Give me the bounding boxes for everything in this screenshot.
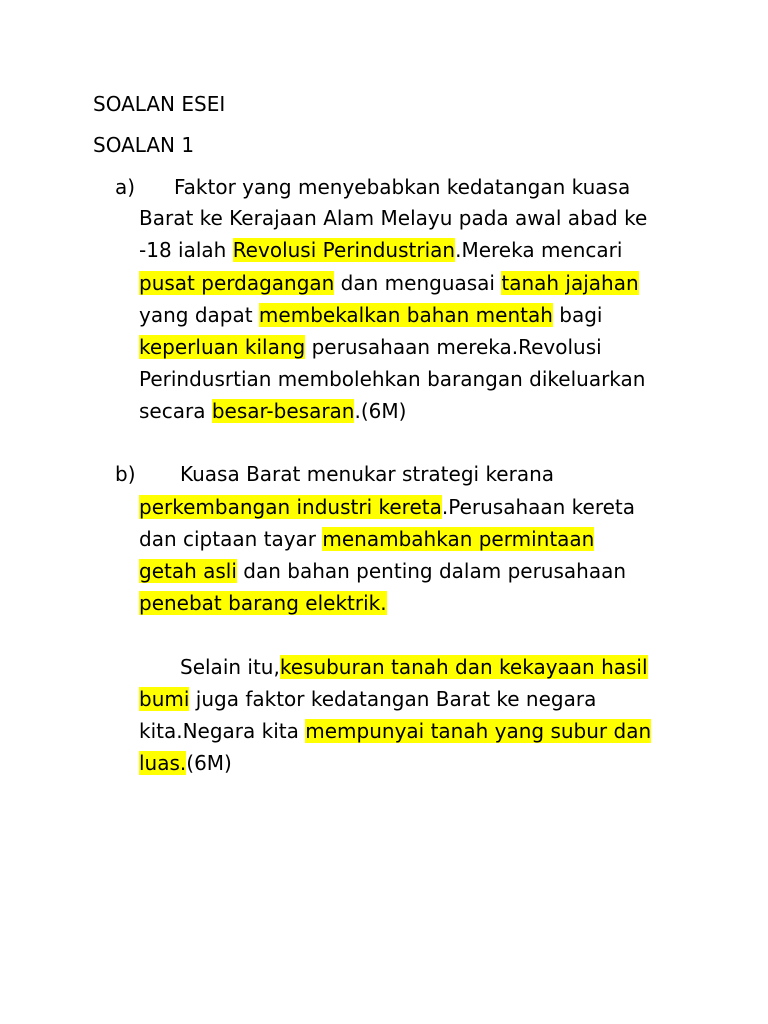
answer-a-line bbox=[139, 270, 639, 296]
answer-b2-line bbox=[139, 718, 651, 744]
answer-a-line bbox=[174, 174, 630, 200]
highlighted-text: membekalkan bahan mentah bbox=[258, 303, 553, 327]
text-segment: -18 ialah bbox=[139, 238, 233, 262]
text-segment: .(6M) bbox=[354, 399, 407, 423]
text-segment: secara bbox=[139, 399, 212, 423]
text-segment: yang dapat bbox=[139, 303, 259, 327]
answer-b-line bbox=[139, 558, 626, 584]
text-segment: .Mereka mencari bbox=[455, 238, 623, 262]
text-segment: Perindusrtian membolehkan barangan dikeluarkan bbox=[139, 367, 646, 391]
text-segment: Kuasa Barat menukar strategi kerana bbox=[180, 462, 555, 486]
text-segment: juga faktor kedatangan Barat ke negara bbox=[189, 687, 597, 711]
answer-a-line bbox=[139, 302, 602, 328]
text-segment: perusahaan mereka.Revolusi bbox=[305, 335, 602, 359]
highlighted-text: perkembangan industri kereta bbox=[139, 495, 442, 519]
heading-soalan-1: SOALAN 1 bbox=[93, 133, 195, 157]
highlighted-text: menambahkan permintaan bbox=[322, 527, 595, 551]
highlighted-text: tanah jajahan bbox=[501, 271, 639, 295]
highlighted-text: getah asli bbox=[139, 559, 237, 583]
answer-b2-line bbox=[139, 686, 596, 712]
highlighted-text: pusat perdagangan bbox=[139, 271, 335, 295]
text-segment: .Perusahaan kereta bbox=[441, 495, 636, 519]
answer-b2-line bbox=[139, 750, 232, 776]
answer-b2-line bbox=[180, 654, 648, 680]
text-segment: Faktor yang menyebabkan kedatangan kuasa bbox=[174, 175, 631, 199]
answer-b-line bbox=[139, 494, 635, 520]
text-segment: dan menguasai bbox=[334, 271, 502, 295]
text-segment: Selain itu, bbox=[180, 655, 280, 679]
highlighted-text: mempunyai tanah yang subur dan bbox=[305, 719, 652, 743]
highlighted-text: Revolusi Perindustrian bbox=[232, 238, 456, 262]
text-segment: dan bahan penting dalam perusahaan bbox=[236, 559, 627, 583]
answer-a-marker: a) bbox=[115, 175, 136, 199]
answer-a-line bbox=[139, 366, 645, 392]
answer-b-line bbox=[180, 461, 554, 487]
text-segment: bagi bbox=[552, 303, 603, 327]
answer-b-marker: b) bbox=[115, 462, 136, 486]
heading-soalan-esei: SOALAN ESEI bbox=[93, 92, 226, 116]
highlighted-text: kesuburan tanah dan kekayaan hasil bbox=[279, 655, 648, 679]
text-segment: (6M) bbox=[186, 751, 232, 775]
answer-a-line bbox=[139, 398, 406, 424]
text-segment: kita.Negara kita bbox=[139, 719, 306, 743]
highlighted-text: luas. bbox=[139, 751, 187, 775]
highlighted-text: bumi bbox=[139, 687, 190, 711]
highlighted-text: penebat barang elektrik. bbox=[139, 591, 387, 615]
answer-a-line bbox=[139, 205, 647, 231]
answer-a-line bbox=[139, 237, 622, 263]
answer-b-line bbox=[139, 526, 594, 552]
highlighted-text: besar-besaran bbox=[211, 399, 355, 423]
highlighted-text: keperluan kilang bbox=[139, 335, 306, 359]
answer-a-line bbox=[139, 334, 602, 360]
text-segment: Barat ke Kerajaan Alam Melayu pada awal abad ke bbox=[139, 206, 648, 230]
answer-b-line bbox=[139, 590, 387, 616]
text-segment: dan ciptaan tayar bbox=[139, 527, 323, 551]
